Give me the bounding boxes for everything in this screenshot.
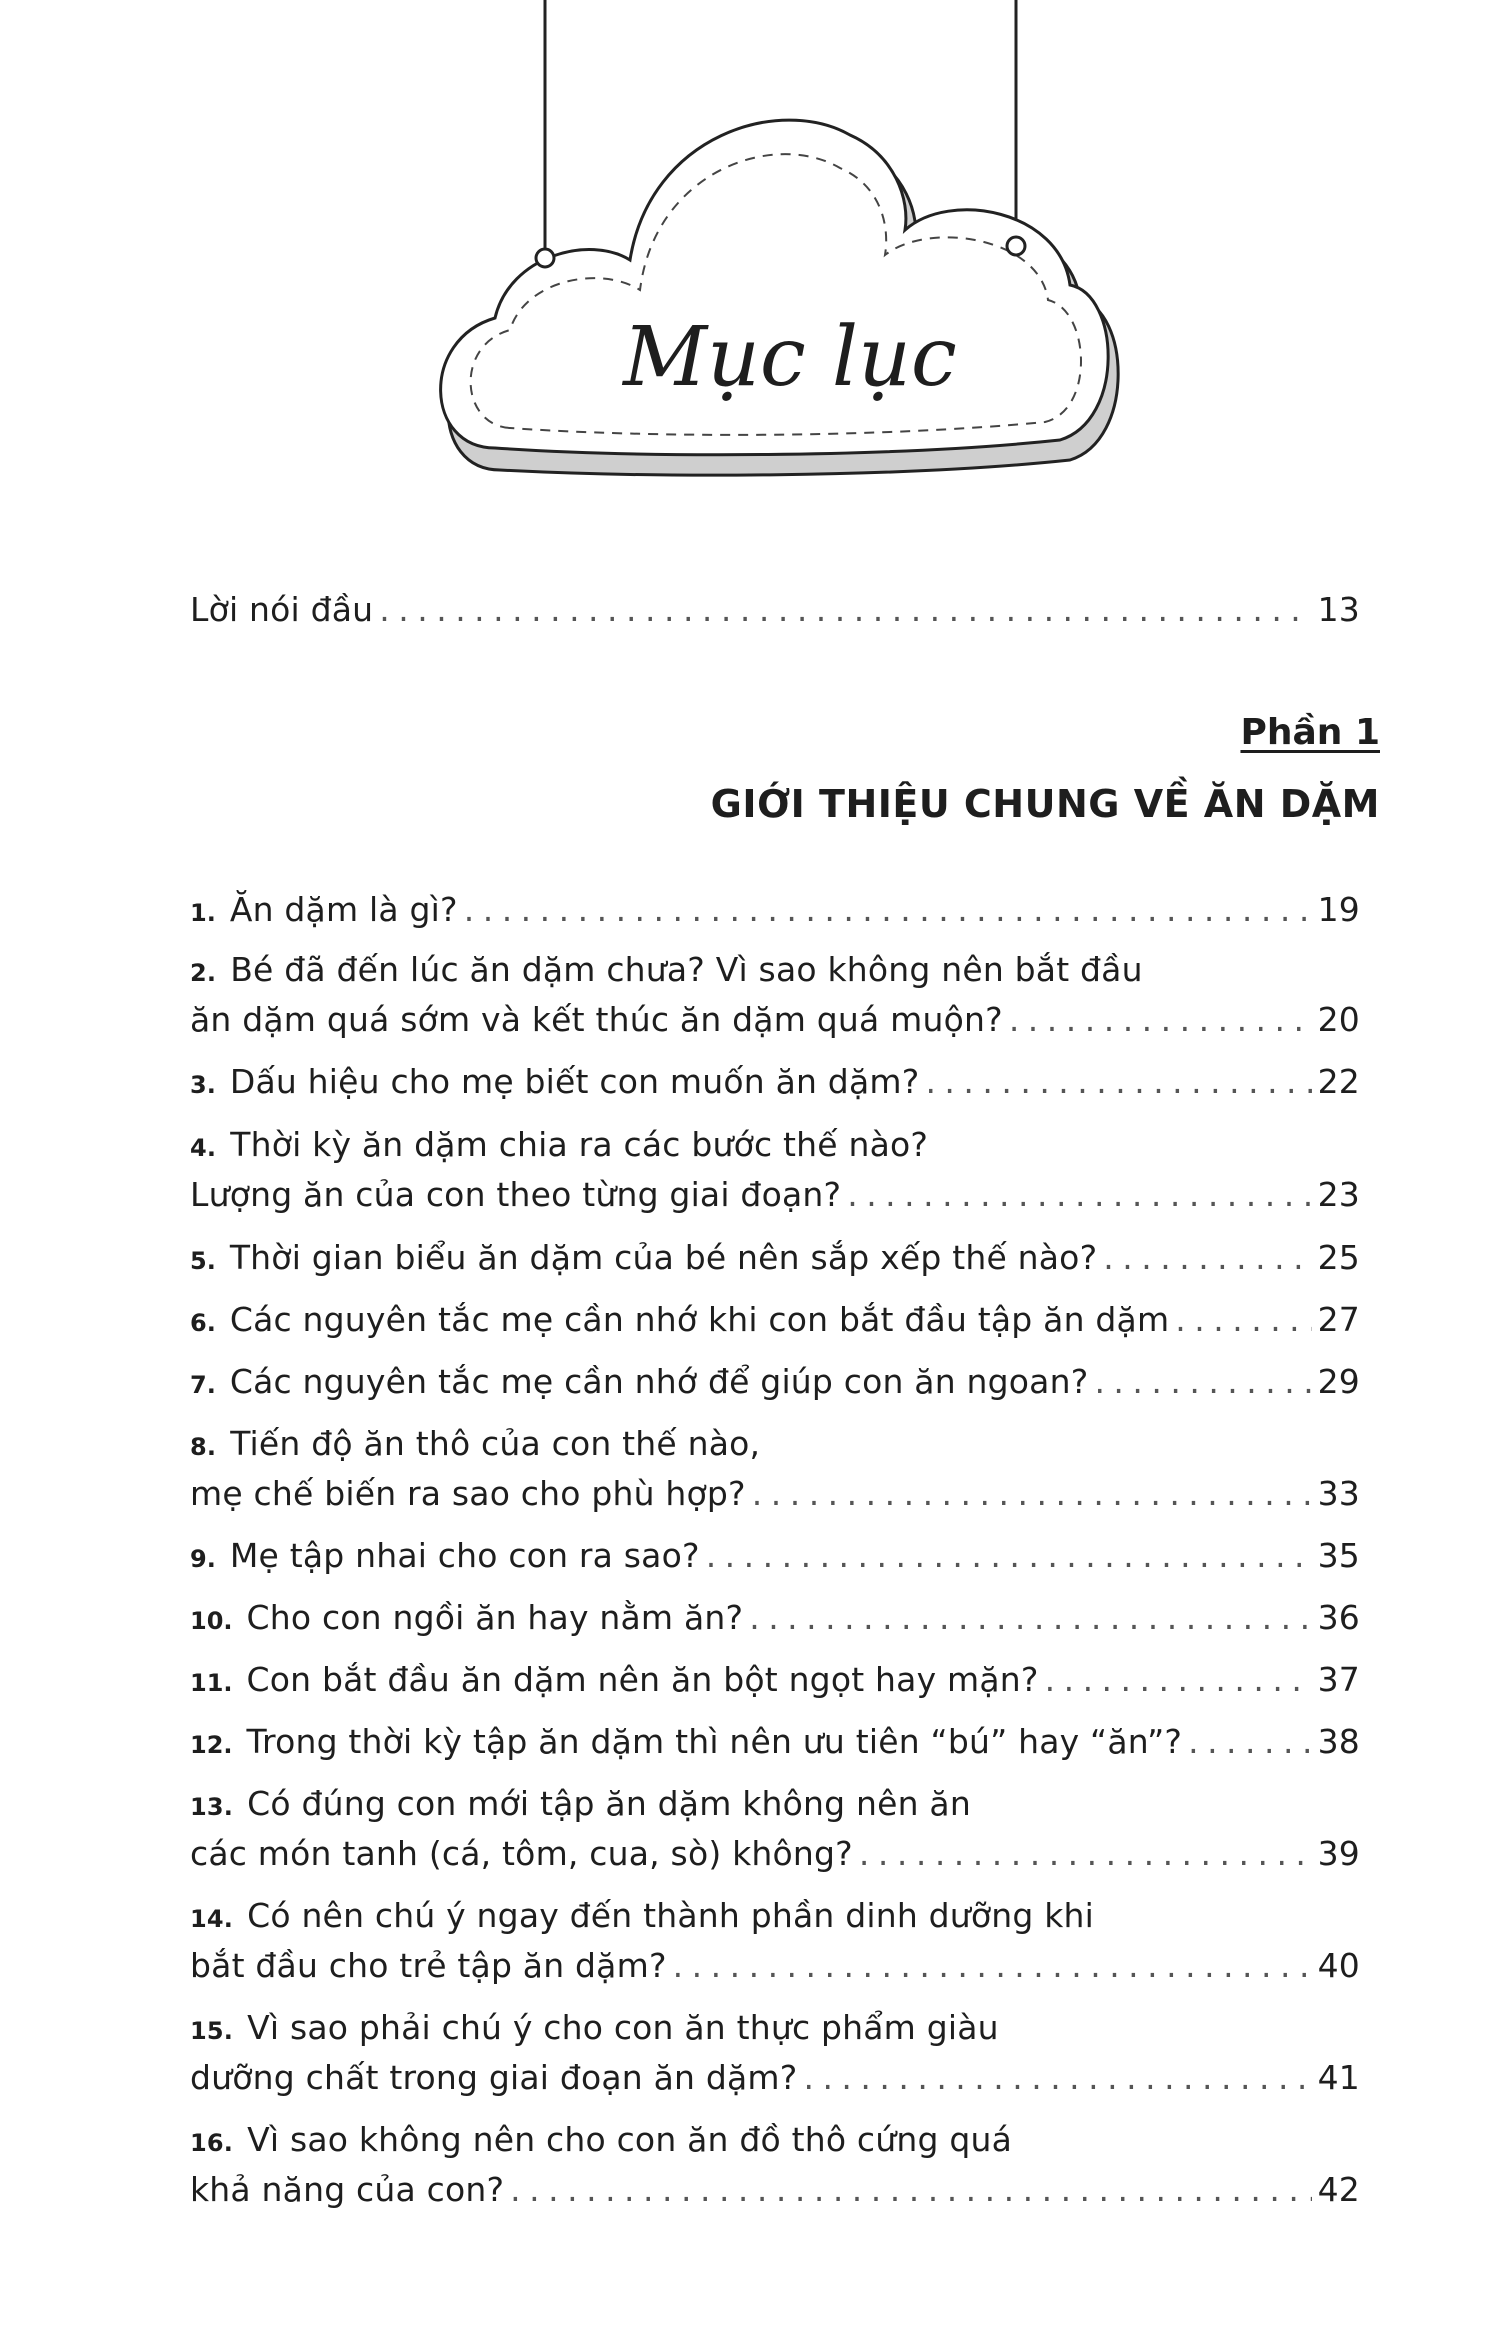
toc-entry-page: 25	[1317, 1238, 1360, 1277]
toc-entry-page: 29	[1317, 1362, 1360, 1401]
toc-entry-text: Có nên chú ý ngay đến thành phần dinh dưỡng khi	[247, 1896, 1095, 1935]
toc-entry-page: 33	[1317, 1474, 1360, 1513]
toc-entry-page: 41	[1317, 2058, 1360, 2097]
leader-dots	[803, 2050, 1311, 2106]
toc-entry-page: 38	[1317, 1722, 1360, 1761]
toc-entry-page: 39	[1317, 1834, 1360, 1873]
toc-entry[interactable]	[190, 2162, 1360, 2218]
leader-dots	[379, 582, 1311, 638]
toc-entry[interactable]	[190, 1652, 1360, 1708]
leader-dots	[925, 1054, 1311, 1110]
toc-entry[interactable]	[190, 882, 1360, 938]
toc-entry[interactable]	[190, 1054, 1360, 1110]
leader-dots	[752, 1466, 1312, 1522]
toc-entry-number: 6.	[190, 1309, 216, 1337]
leader-dots	[1094, 1354, 1311, 1410]
toc-entry[interactable]	[190, 1590, 1360, 1646]
toc-entry-page: 27	[1317, 1300, 1360, 1339]
toc-entry-text: Dấu hiệu cho mẹ biết con muốn ăn dặm?	[229, 1062, 920, 1101]
toc-entry-number: 13.	[190, 1793, 234, 1821]
toc-entry-text: Con bắt đầu ăn dặm nên ăn bột ngọt hay mặn?	[246, 1660, 1039, 1699]
part-label: Phần 1	[1240, 712, 1380, 753]
toc-entry-text: Các nguyên tắc mẹ cần nhớ để giúp con ăn ngoan?	[229, 1362, 1089, 1401]
toc-entry-text: Có đúng con mới tập ăn dặm không nên ăn	[247, 1784, 971, 1823]
leader-dots	[1009, 992, 1312, 1048]
toc-entry-text: Cho con ngồi ăn hay nằm ăn?	[246, 1598, 744, 1637]
toc-entry-number: 14.	[190, 1905, 234, 1933]
toc-entry-text: Bé đã đến lúc ăn dặm chưa? Vì sao không nên bắt đầu	[230, 950, 1143, 989]
toc-entry-number: 5.	[190, 1247, 216, 1275]
toc-entry-text: các món tanh (cá, tôm, cua, sò) không?	[190, 1834, 853, 1873]
toc-entry-number: 11.	[190, 1669, 233, 1697]
cloud-sign-illustration	[0, 0, 1498, 520]
toc-entry[interactable]	[190, 1230, 1360, 1286]
toc-entry[interactable]	[190, 1167, 1360, 1223]
toc-entry-text: Vì sao không nên cho con ăn đồ thô cứng quá	[247, 2120, 1013, 2159]
toc-entry-number: 9.	[190, 1545, 216, 1573]
toc-entry[interactable]	[190, 992, 1360, 1048]
toc-entry-text: Lời nói đầu	[190, 590, 374, 629]
toc-entry-text: Mẹ tập nhai cho con ra sao?	[229, 1536, 700, 1575]
toc-entry-number: 4.	[190, 1134, 217, 1162]
toc-entry-number: 2.	[190, 959, 217, 987]
toc-entry[interactable]	[190, 1292, 1360, 1348]
part-title: GIỚI THIỆU CHUNG VỀ ĂN DẶM	[710, 782, 1380, 826]
toc-entry-page: 37	[1317, 1660, 1360, 1699]
toc-entry-text: Vì sao phải chú ý cho con ăn thực phẩm giàu	[247, 2008, 999, 2047]
leader-dots	[749, 1590, 1311, 1646]
leader-dots	[1188, 1714, 1312, 1770]
toc-entry-number: 3.	[190, 1071, 216, 1099]
toc-entry-page: 20	[1317, 1000, 1360, 1039]
toc-entry-text: Các nguyên tắc mẹ cần nhớ khi con bắt đầu tập ăn dặm	[229, 1300, 1170, 1339]
toc-entry[interactable]	[190, 1466, 1360, 1522]
leader-dots	[1175, 1292, 1311, 1348]
toc-entry-number: 1.	[190, 899, 216, 927]
toc-entry-page: 22	[1317, 1062, 1360, 1101]
toc-entry-number: 10.	[190, 1607, 233, 1635]
toc-entry[interactable]	[190, 1826, 1360, 1882]
toc-entry[interactable]	[190, 1714, 1360, 1770]
toc-title: Mục lục	[623, 310, 957, 405]
toc-entry-number: 12.	[190, 1731, 233, 1759]
toc-entry-text: Thời gian biểu ăn dặm của bé nên sắp xếp thế nào?	[229, 1238, 1098, 1277]
leader-dots	[1103, 1230, 1311, 1286]
toc-entry-text: ăn dặm quá sớm và kết thúc ăn dặm quá muộn?	[190, 1000, 1003, 1039]
toc-entry-page: 23	[1317, 1175, 1360, 1214]
toc-entry-text: bắt đầu cho trẻ tập ăn dặm?	[190, 1946, 667, 1985]
toc-entry[interactable]	[190, 2050, 1360, 2106]
leader-dots	[706, 1528, 1312, 1584]
toc-entry-number: 16.	[190, 2129, 234, 2157]
leader-dots	[510, 2162, 1311, 2218]
toc-entry[interactable]	[190, 1938, 1360, 1994]
toc-entry[interactable]	[190, 1354, 1360, 1410]
toc-entry-page: 36	[1317, 1598, 1360, 1637]
toc-entry-number: 8.	[190, 1433, 217, 1461]
toc-entry-number: 15.	[190, 2017, 234, 2045]
toc-entry-number: 7.	[190, 1371, 216, 1399]
toc-entry-preface[interactable]	[190, 582, 1360, 638]
toc-entry-text: Ăn dặm là gì?	[229, 890, 458, 929]
leader-dots	[464, 882, 1312, 938]
toc-entry-text: dưỡng chất trong giai đoạn ăn dặm?	[190, 2058, 798, 2097]
toc-entry-page: 13	[1317, 590, 1360, 629]
toc-entry-page: 19	[1317, 890, 1360, 929]
toc-entry[interactable]	[190, 1528, 1360, 1584]
toc-entry-page: 35	[1317, 1536, 1360, 1575]
toc-entry-page: 42	[1317, 2170, 1360, 2209]
toc-entry-text: Tiến độ ăn thô của con thế nào,	[230, 1424, 761, 1463]
toc-entry-text: mẹ chế biến ra sao cho phù hợp?	[190, 1474, 746, 1513]
toc-entry-text: Lượng ăn của con theo từng giai đoạn?	[190, 1175, 842, 1214]
toc-entry-page: 40	[1317, 1946, 1360, 1985]
leader-dots	[673, 1938, 1312, 1994]
leader-dots	[859, 1826, 1312, 1882]
toc-entry-text: khả năng của con?	[190, 2170, 505, 2209]
toc-entry-text: Thời kỳ ăn dặm chia ra các bước thế nào?	[230, 1125, 929, 1164]
leader-dots	[847, 1167, 1311, 1223]
leader-dots	[1045, 1652, 1312, 1708]
toc-entry-text: Trong thời kỳ tập ăn dặm thì nên ưu tiên “bú” hay “ăn”?	[246, 1722, 1183, 1761]
